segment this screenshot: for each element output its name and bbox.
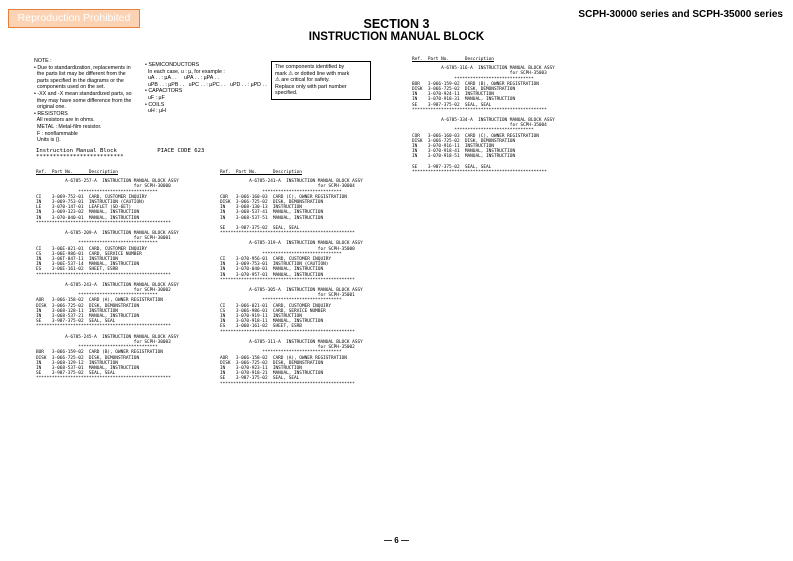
parts-block: A-6785-257-A INSTRUCTION MANUAL BLOCK ASSY for SCPH-30000 ****************************** CI 3-069-752-01 CARD, CUSTOMER INQUIRY IN 3-069-753-01 INSTRUCTION (CAUTION) LE 3-070-147-01 LEAFLET (SD-6ET) IN 3-069-323-02 MANUAL, INSTRUCTION IN 3-070-040-01 MANUAL, INSTRUCTION ***************************************************	[36, 179, 179, 226]
instruction-manual-block-heading: Instruction Manual Block PIACE CODE 623 **************************	[36, 148, 205, 160]
note-semiconductors: • SEMICONDUCTORS In each case, u : µ, for example : uA . . : µA . . uPA . . : µPA . . uPB . . : µPB . . uPC . . : µPC . . uPD . . : µPD . . • CAPACITORS uF : µF • COILS uH : µH	[145, 62, 267, 115]
page-number: — 6 —	[384, 536, 409, 545]
parts-block: A-6785-209-A INSTRUCTION MANUAL BLOCK ASSY for SCPH-30001 ****************************** CI 3-06E-021-01 CARD, CUSTOMER INQUIRY CS 3-06E-986-01 CARD, SERVICE NUMBER IN 3-06T-847-11 INSTRUCTION IN 3-06E-537-14 MANUAL, INSTRUCTION ES 3-06E-161-02 SHEET, ESRB ***************************************************	[36, 231, 179, 278]
parts-block: A-6785-245-A INSTRUCTION MANUAL BLOCK ASSY for SCPH-30003 ****************************** BOR 3-066-159-02 CARD (B), OWNER REGISTRATION DISK 3-066-725-02 DISK, DEMONSTRATION IN 3-068-129-12 INSTRUCTION IN 3-068-537-01 MANUAL, INSTRUCTION SE 3-987-375-02 SEAL, SEAL ***************************************************	[36, 334, 179, 382]
parts-block: A-6785-311-A INSTRUCTION MANUAL BLOCK ASSY for SCPH-35002 ****************************** AOR 3-066-158-02 CARD (A), OWNER REGISTRATION DISK 3-066-725-02 DISK, DEMONSTRATION IN 3-070-923-11 INSTRUCTION IN 3-070-918-21 MANUAL, INSTRUCTION SE 3-987-375-02 SEAL, SEAL ***************************************************	[220, 339, 363, 387]
parts-block: A-6785-305-A INSTRUCTION MANUAL BLOCK ASSY for SCPH-35001 ****************************** CI 3-066-021-01 CARD, CUSTOMER INQUIRY CS 3-066-986-01 CARD, SERVICE NUMBER IN 3-070-919-11 INSTRUCTION IN 3-070-918-11 MANUAL, INSTRUCTION ES 3-060-161-02 SHEET, ESRB ***************************************************	[220, 288, 363, 335]
parts-block: A-6785-243-A INSTRUCTION MANUAL BLOCK ASSY for SCPH-30002 ****************************** AOR 3-066-158-02 CARD (A), OWNER REGISTRATION DISK 3-066-725-02 DISK, DEMONSTRATION IN 3-068-128-11 INSTRUCTION IN 3-068-537-21 MANUAL, INSTRUCTION SE 3-987-375-02 SEAL, SEAL ***************************************************	[36, 282, 179, 330]
section-number: SECTION 3	[363, 17, 430, 31]
parts-block: A-6785-334-A INSTRUCTION MANUAL BLOCK ASSY for SCPH-35004 ****************************** COR 3-066-160-03 CARD (C), OWNER REGISTRATION DISK 3-066-725-02 DISK, DEMONSTRATION IN 3-070-916-11 INSTRUCTION IN 3-070-918-41 MANUAL, INSTRUCTION IN 3-070-918-51 MANUAL, INSTRUCTION SE 3-987-375-02 SEAL, SEAL ***************************************************	[412, 118, 555, 176]
column-1	[36, 148, 216, 387]
column-header: Ref. Part No. Description	[412, 57, 494, 62]
column-3	[412, 57, 592, 180]
series-title: SCPH-30000 series and SCPH-35000 series	[578, 9, 783, 20]
parts-block: A-6785-241-A INSTRUCTION MANUAL BLOCK ASSY for SCPH-30004 ****************************** COR 3-066-160-03 CARD (C), OWNER REGISTRATION DISK 3-066-725-02 DISK, DEMONSTRATION IN 3-068-130-13 INSTRUCTION IN 3-068-537-41 MANUAL, INSTRUCTION IN 3-068-537-51 MANUAL, INSTRUCTION SE 3-987-375-02 SEAL, SEAL ***************************************************	[220, 179, 363, 237]
column-header: Ref. Part No. Description	[36, 170, 118, 175]
critical-components-note: The components identified by mark ⚠ or dotted line with mark ⚠ are critical for safety. Replace only with part number specified.	[271, 61, 371, 100]
parts-block: A-6785-319-A INSTRUCTION MANUAL BLOCK ASSY for SCPH-35000 ****************************** CI 3-070-956-01 CARD, CUSTOMER INQUIRY IN 3-069-753-01 INSTRUCTION (CAUTION) IN 3-070-040-01 MANUAL, INSTRUCTION IN 3-070-957-01 MANUAL, INSTRUCTION ***************************************************	[220, 241, 363, 283]
section-title: INSTRUCTION MANUAL BLOCK	[308, 31, 485, 43]
reproduction-prohibited-stamp: Reproduction Prohibited	[8, 9, 140, 28]
note-standardization: NOTE : • Due to standardization, replacements in the parts list may be different from the parts specified in the diagrams or the components used on the set. • -XX and -X mean standardized parts, so they may have some difference from the original one. • RESISTORS All resistors are in ohms. METAL : Metal-film resistor. F : nonflammable Units is ().	[34, 58, 132, 144]
parts-block: A-6785-316-A INSTRUCTION MANUAL BLOCK ASSY for SCPH-35003 ****************************** BOR 3-066-159-02 CARD (B), OWNER REGISTRATION DISK 3-066-725-02 DISK, DEMONSTRATION IN 3-070-924-11 INSTRUCTION IN 3-070-918-31 MANUAL, INSTRUCTION SE 3-987-375-02 SEAL, SEAL ***************************************************	[412, 66, 555, 113]
column-header: Ref. Part No. Description	[220, 170, 302, 175]
column-2	[220, 170, 400, 392]
